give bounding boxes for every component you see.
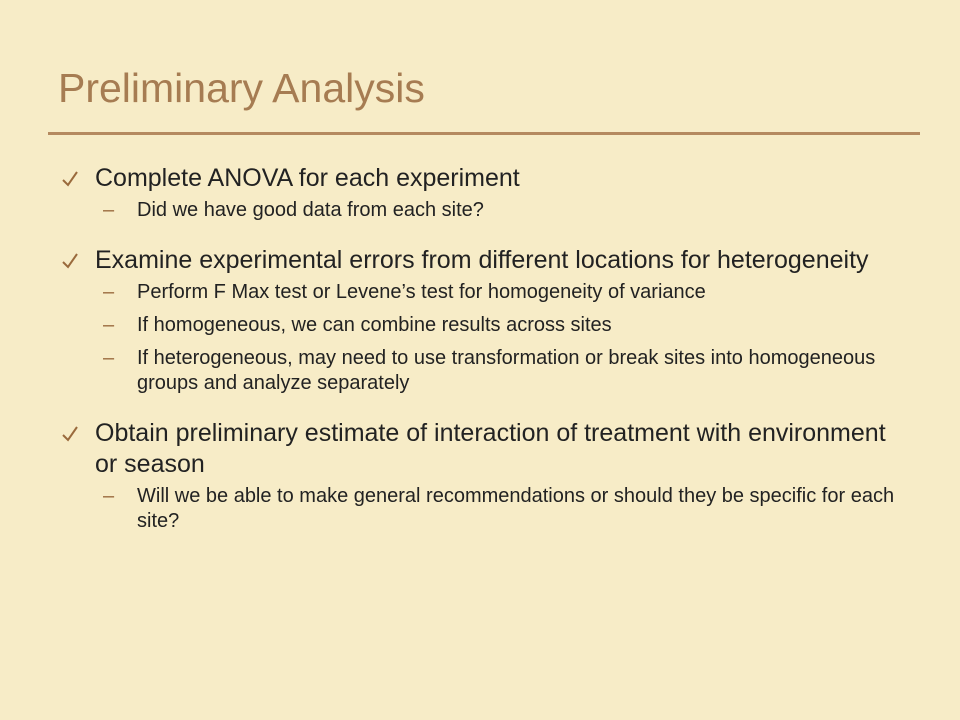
bullet-text: Examine experimental errors from different locations for heterogeneity (95, 246, 869, 274)
dash-marker: – (103, 314, 115, 336)
slide-title: Preliminary Analysis (58, 65, 425, 111)
sub-bullet-list (95, 484, 908, 534)
slide-body (58, 163, 908, 534)
dash-marker: – (103, 199, 115, 221)
sub-bullet (95, 313, 908, 338)
dash-marker: – (103, 485, 115, 507)
check-icon (60, 169, 80, 189)
check-icon (60, 424, 80, 444)
sub-bullet-text: Perform F Max test or Levene’s test for homogeneity of variance (137, 281, 706, 303)
bullet-text: Complete ANOVA for each experiment (95, 164, 520, 192)
dash-marker: – (103, 347, 115, 369)
bullet-complete-anova (58, 163, 908, 223)
sub-bullet (95, 346, 908, 396)
bullet-obtain-estimate (58, 418, 908, 534)
bullet-examine-errors (58, 245, 908, 396)
bullet-text: Obtain preliminary estimate of interaction of treatment with environment or season (95, 419, 886, 478)
sub-bullet-text: If homogeneous, we can combine results across sites (137, 314, 612, 336)
dash-marker: – (103, 281, 115, 303)
sub-bullet-text: Did we have good data from each site? (137, 199, 484, 221)
title-divider (48, 132, 920, 135)
sub-bullet-list (95, 198, 908, 223)
sub-bullet-text: If heterogeneous, may need to use transformation or break sites into homogeneous groups and analyze separately (137, 347, 876, 394)
sub-bullet (95, 280, 908, 305)
sub-bullet-list (95, 280, 908, 396)
sub-bullet (95, 198, 908, 223)
sub-bullet-text: Will we be able to make general recommendations or should they be specific for each site? (137, 485, 895, 532)
check-icon (60, 251, 80, 271)
sub-bullet (95, 484, 908, 534)
